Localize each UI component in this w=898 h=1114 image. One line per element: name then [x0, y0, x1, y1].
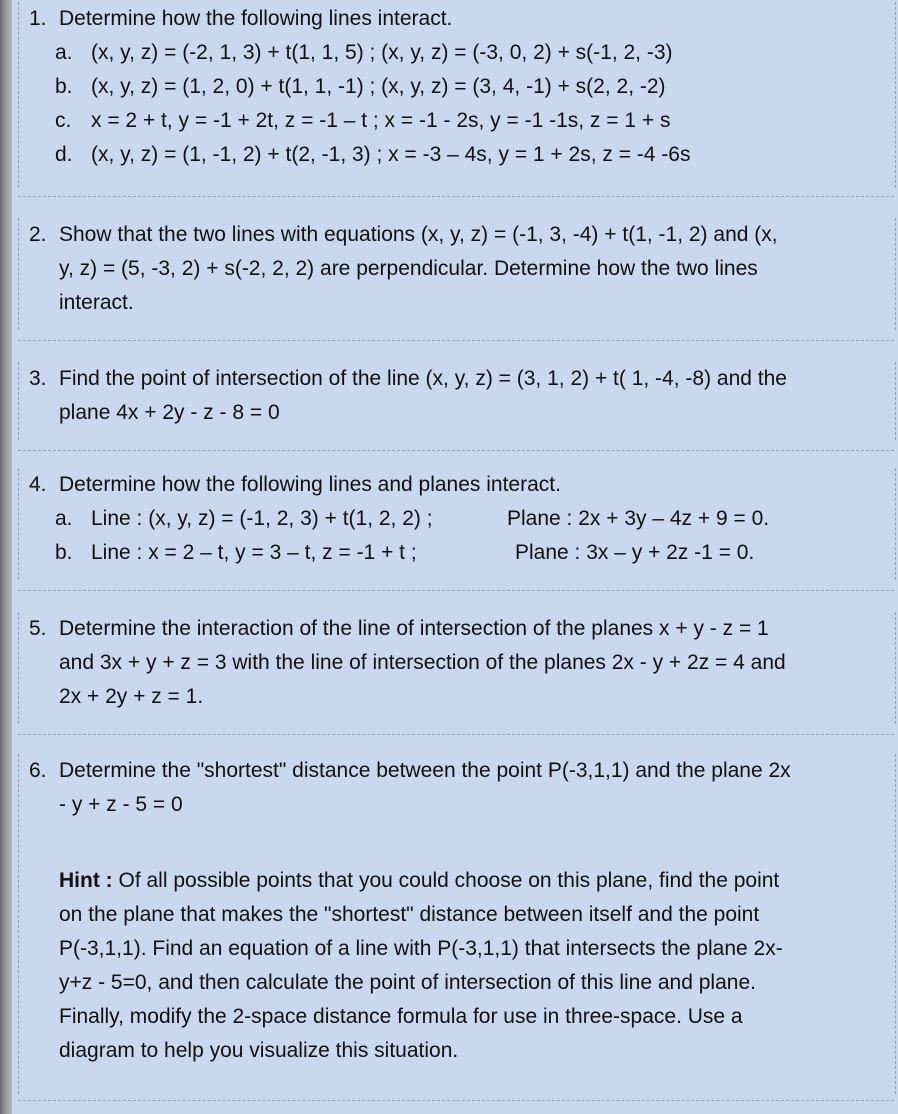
divider	[18, 196, 894, 197]
divider	[18, 340, 894, 341]
sub-question-a	[19, 502, 895, 536]
hint-block	[19, 864, 895, 1068]
question-4	[18, 468, 896, 580]
sub-letter: c.	[55, 109, 72, 132]
sub-question-b	[19, 70, 895, 104]
question-5	[18, 612, 896, 724]
worksheet	[12, 0, 898, 1114]
question-line: Determine the "shortest" distance between the point P(-3,1,1) and the plane 2x	[59, 759, 791, 782]
sub-letter: a.	[55, 41, 73, 64]
question-line: plane 4x + 2y - z - 8 = 0	[59, 401, 280, 424]
sub-letter: b.	[55, 75, 73, 98]
question-number: 4.	[29, 473, 47, 496]
hint-line: Finally, modify the 2-space distance formula for use in three-space. Use a	[59, 1005, 743, 1028]
hint-line: y+z - 5=0, and then calculate the point of intersection of this line and plane.	[59, 971, 756, 994]
question-number: 6.	[29, 759, 47, 782]
question-stem: Determine how the following lines and planes interact.	[59, 473, 561, 496]
sub-text: (x, y, z) = (1, 2, 0) + t(1, 1, -1) ; (x, y, z) = (3, 4, -1) + s(2, 2, -2)	[91, 75, 666, 98]
question-6	[18, 754, 896, 1094]
question-line: y, z) = (5, -3, 2) + s(-2, 2, 2) are perpendicular. Determine how the two lines	[59, 257, 758, 280]
sub-question-c	[19, 104, 895, 138]
sub-letter: a.	[55, 507, 73, 530]
question-line: - y + z - 5 = 0	[59, 793, 183, 816]
sub-text: (x, y, z) = (-2, 1, 3) + t(1, 1, 5) ; (x, y, z) = (-3, 0, 2) + s(-1, 2, -3)	[91, 41, 673, 64]
question-3	[18, 362, 896, 440]
question-number: 1.	[29, 7, 47, 30]
divider	[18, 450, 894, 451]
question-number: 5.	[29, 617, 47, 640]
sub-text: x = 2 + t, y = -1 + 2t, z = -1 – t ; x = -1 - 2s, y = -1 -1s, z = 1 + s	[91, 109, 671, 132]
question-1	[18, 2, 896, 188]
question-line: 2x + 2y + z = 1.	[59, 685, 204, 708]
divider	[18, 1100, 894, 1101]
line-equation: Line : (x, y, z) = (-1, 2, 3) + t(1, 2, 2) ;	[91, 507, 433, 530]
line-equation: Line : x = 2 – t, y = 3 – t, z = -1 + t ;	[91, 541, 417, 564]
divider	[18, 734, 894, 735]
question-line: and 3x + y + z = 3 with the line of intersection of the planes 2x - y + 2z = 4 and	[59, 651, 786, 674]
sub-letter: d.	[55, 143, 73, 166]
question-line: Show that the two lines with equations (x, y, z) = (-1, 3, -4) + t(1, -1, 2) and (x,	[59, 223, 778, 246]
hint-line: on the plane that makes the "shortest" distance between itself and the point	[59, 903, 760, 926]
question-number: 2.	[29, 223, 47, 246]
question-line: Find the point of intersection of the line (x, y, z) = (3, 1, 2) + t( 1, -4, -8) and the	[59, 367, 787, 390]
sub-question-b	[19, 536, 895, 570]
question-line: Determine the interaction of the line of intersection of the planes x + y - z = 1	[59, 617, 769, 640]
question-number: 3.	[29, 367, 47, 390]
hint-line: P(-3,1,1). Find an equation of a line with P(-3,1,1) that intersects the plane 2x-	[59, 937, 783, 960]
hint-line: diagram to help you visualize this situation.	[59, 1039, 459, 1062]
sub-letter: b.	[55, 541, 73, 564]
question-stem: Determine how the following lines interact.	[59, 7, 453, 30]
sub-question-a	[19, 36, 895, 70]
sub-text: (x, y, z) = (1, -1, 2) + t(2, -1, 3) ; x = -3 – 4s, y = 1 + 2s, z = -4 -6s	[91, 143, 691, 166]
question-2	[18, 218, 896, 330]
plane-equation: Plane : 2x + 3y – 4z + 9 = 0.	[507, 507, 770, 530]
question-line: interact.	[59, 291, 134, 314]
plane-equation: Plane : 3x – y + 2z -1 = 0.	[515, 541, 755, 564]
sub-question-d	[19, 138, 895, 172]
divider	[18, 590, 894, 591]
hint-line: Of all possible points that you could choose on this plane, find the point	[112, 869, 780, 892]
hint-label: Hint :	[59, 869, 113, 892]
